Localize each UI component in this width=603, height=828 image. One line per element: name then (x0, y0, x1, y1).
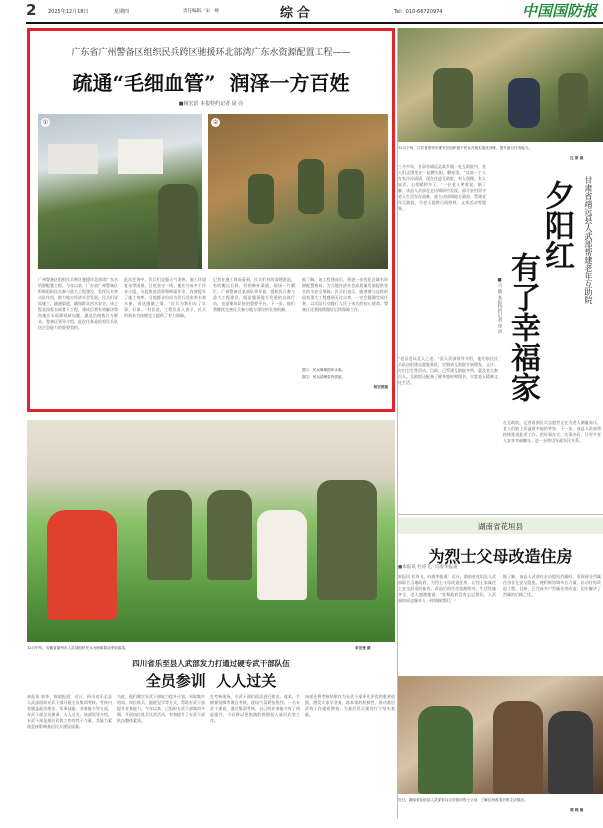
right-story-column-b: “老吾老以及人之老。”县人武部领导介绍，他们依托民兵队伍组建志愿服务队，定期到互助院开展理发、义诊、打扫卫生等活动。目前，已帮建互助院多所，惠及老人数百人。互助院还配备了健身器材和图书，丰富老人精神文化生活。 (398, 356, 498, 385)
soldier-figure (317, 480, 377, 600)
bottom-right-headline: 为烈士父母改造住房 (428, 547, 573, 566)
building-shape (118, 139, 163, 174)
feature-photo-1 (38, 114, 202, 269)
bottom-right-banner (398, 518, 603, 534)
right-top-photo-caption: 12月下旬，江苏省淮安市淮安区组织基干民兵开展实战化训练，提升遂行任务能力。 (398, 146, 532, 150)
building-shape (48, 144, 98, 174)
bottom-left-column-1: 本报讯 郭华、陈超报道：近日，四川省乐至县人武部组织专武干部开展全员集训考核。考核内容涵盖政治理论、军事技能、业务能力等方面，专武干部全员参训，人人过关。该部领导介绍，专武干部是基层武装工作的骨干力量，其能力素质直接影响基层民兵建设质量。 (27, 694, 112, 729)
column-divider (397, 28, 398, 818)
issue-date: 2025年12月18日 (48, 9, 89, 15)
right-story-title-2: 有了幸福家 (505, 252, 540, 402)
soldier-figure (248, 174, 274, 224)
right-story-kicker: 甘肃省靖远县人武部帮建老年互助院 (584, 176, 593, 304)
bottom-left-column-3: 在考核现场，专武干部们依次进行射击、战术、手榴弹投掷等课目考核，现场气氛紧张热烈。一名专武干部说，通过集训考核，自己的业务能力有了明显提升，今后将以更饱满的热情投入基层武装工作。 (210, 694, 300, 723)
feature-photo-credit: 杨宏滨摄 (373, 385, 388, 389)
feature-photo-caption-2: 图②：民兵清理渠内淤泥。 (302, 375, 346, 379)
soldier-figure (508, 78, 540, 128)
soldier-figure (338, 169, 364, 219)
page-number: 2 (26, 1, 37, 19)
bottom-right-banner-text: 湖南省花垣县 (478, 522, 523, 531)
bottom-right-column-2: 据了解，该县人武部在走访慰问烈属时，发现部分烈属住房存在安全隐患，便积极协调多方力量，启动住房改造工程。目前，已完成多户烈属住房改造，切实解决了烈属的后顾之忧。 (503, 574, 601, 597)
masthead-logo: 中国国防报 (522, 2, 598, 20)
feature-column-3: 记者在施工现场看到，民兵们有的清理淤泥，有的搬运石料，有的修补渠道，现场一片繁忙。广州警备区某部队领导说，组织民兵参与重大工程建设，既是服务地方发展的具体行动，也是锤炼队伍的重要平台。下一步，他们将继续完善民兵参与地方建设的长效机制。 (213, 277, 295, 312)
person-figure (418, 706, 473, 794)
bottom-left-column-2: 为此，他们制定专武干部能力提升计划，采取集中培训、岗位练兵、跟班见学等方式，帮助专武干部提升业务能力。今年以来，已组织专武干部集训多期，开展岗位练兵比武活动，有效提升了专武干部队伍整体素质。 (117, 694, 205, 723)
bottom-right-byline: ■本报讯 杜涛飞、向春华报道 (398, 565, 458, 570)
martyr-photo-caption: 近日，湖南省花垣县人武部官兵走访慰问烈士父母，了解住房改造后的生活情况。 (398, 798, 528, 802)
feature-column-1: 广州警备区组织民兵跨区驰援环北部湾广东水资源配置工程。今年以来，广东省广州警备区积极组织民兵参与重大工程建设，发挥民兵突击队作用，助力地方经济社会发展。民兵们冒雨施工，疏通渠道，确保群众用水安全。该工程是国家水网骨干工程，建成后将有效解决粤西地区水资源短缺问题，惠及沿线数百万群众。警备区领导介绍，此次任务是检验民兵队伍应急能力的重要契机。 (38, 277, 118, 330)
feature-photo-caption-1: 图①：民兵修理损坏水渠。 (302, 368, 346, 372)
photo-label-2: ② (212, 119, 219, 126)
section-title: 综合 (280, 6, 315, 21)
martyr-photo-credit: 谭 晓 摄 (570, 808, 584, 812)
person-figure (493, 701, 543, 794)
right-top-photo-credit: 汪 斯 摄 (570, 156, 584, 160)
issue-weekday: 星期四 (114, 9, 130, 15)
right-story-column-a: 三月中旬，甘肃省靖远县某乡镇一处互助院内，老人们正围坐在一起晒太阳、聊家常。“以前一个人在家冷冷清清，现在住进互助院，有人照顾，有人说话，心里暖和多了。”一位老人笑着说。据了解，该县人武部在走访调研中发现，部分农村留守老人生活存在困难，遂主动协调地方政府，帮建老年互助院，为老人提供日间照料、文体活动等服务。 (398, 164, 486, 211)
feature-column-2: 此次任务中，民兵们克服天气炎热、施工环境复杂等困难，日夜坚守一线。他们分成多个作业小组，分段推进清淤和修渠作业，有效提升了施工效率。当地群众纷纷为民兵送来茶水和水果，表达感激之情。“民兵为我们办了实事、好事。”村民说。工程负责人表示，民兵的到来为按期完工提供了有力保障。 (124, 277, 206, 318)
bottom-left-headline: 全员参训 人人过关 (145, 672, 277, 690)
bottom-left-column-4: 该部还将考核结果作为专武干部评先评优的重要依据，激发大家学业务、练本领的积极性，推动基层武装工作提质增效，为基层民兵建设打下坚实基础。 (305, 694, 395, 717)
section-divider (398, 514, 603, 515)
feature-photo-2 (208, 114, 388, 269)
person-figure (548, 711, 593, 794)
phone-number: Tel：010-66720974 (394, 9, 443, 15)
vegetable-photo-credit: 李宏斐 摄 (355, 646, 371, 650)
vegetable-harvest-photo (27, 420, 395, 642)
header-rule (26, 22, 603, 24)
soldier-figure (433, 68, 473, 128)
feature-kicker: 广东省广州警备区组织民兵跨区驰援环北部湾广东水资源配置工程—— (71, 48, 351, 58)
soldier-figure (558, 73, 588, 128)
right-story-byline: ■马 敏 本报特约记者 徐 涛 (497, 278, 502, 334)
right-story-title-1: 夕阳红 (539, 180, 574, 270)
soldier-figure (158, 184, 198, 269)
editor-credit: 责任编辑／宋 峰 (183, 9, 219, 14)
martyr-parents-photo (398, 676, 603, 794)
soldier-figure (298, 159, 324, 214)
person-figure (257, 510, 307, 600)
page-header (26, 0, 603, 22)
right-top-photo (398, 28, 603, 142)
feature-headline: 疏通“毛细血管” 润泽一方百姓 (72, 71, 350, 95)
feature-byline: ■杨宏滨 本报特约记者 屈 亮 (178, 101, 244, 107)
person-figure (47, 510, 117, 620)
vegetable-photo-caption: 12月中旬，安徽省滁州市人武部组织民兵为困难群众采收蔬菜。 (27, 646, 129, 650)
soldier-figure (207, 490, 252, 580)
feature-column-4: 据了解，该工程建成后，将进一步优化区域水资源配置格局，为当地经济社会高质量发展提供坚实的水安全保障。民兵们表示，能够参与这样的国家重大工程感到无比自豪，一定会圆满完成任务，以实际行动践行人民子弟兵的初心使命。警备区还将持续做好后续保障工作。 (302, 277, 388, 312)
bottom-left-kicker: 四川省乐至县人武部发力打通过硬专武干部队伍 (132, 659, 290, 668)
right-story-column-c: 在互助院，记者看到民兵志愿者正在为老人测量血压，老人们脸上洋溢着幸福的笑容。下一步，该县人武部将持续推进此项工作，把好事办实、实事办好，让更多老人安享幸福晚年，进一步密切军政军民关系。 (503, 420, 601, 443)
right-story-title-block (494, 166, 603, 416)
feature-box (27, 28, 395, 412)
photo-label-1: ① (42, 119, 49, 126)
bottom-right-column-1: 本报讯 杜涛飞、向春华报道：近日，湖南省花垣县人武部联合当地政府，为烈士父母改造住房，让烈士家属住上安全舒适的新房。改造后的住房宽敞明亮，生活设施齐全，老人感激地说：“党和政府没有忘记我们，人武部的同志像亲人一样照顾我们。” (398, 574, 496, 603)
soldier-figure (147, 490, 192, 580)
